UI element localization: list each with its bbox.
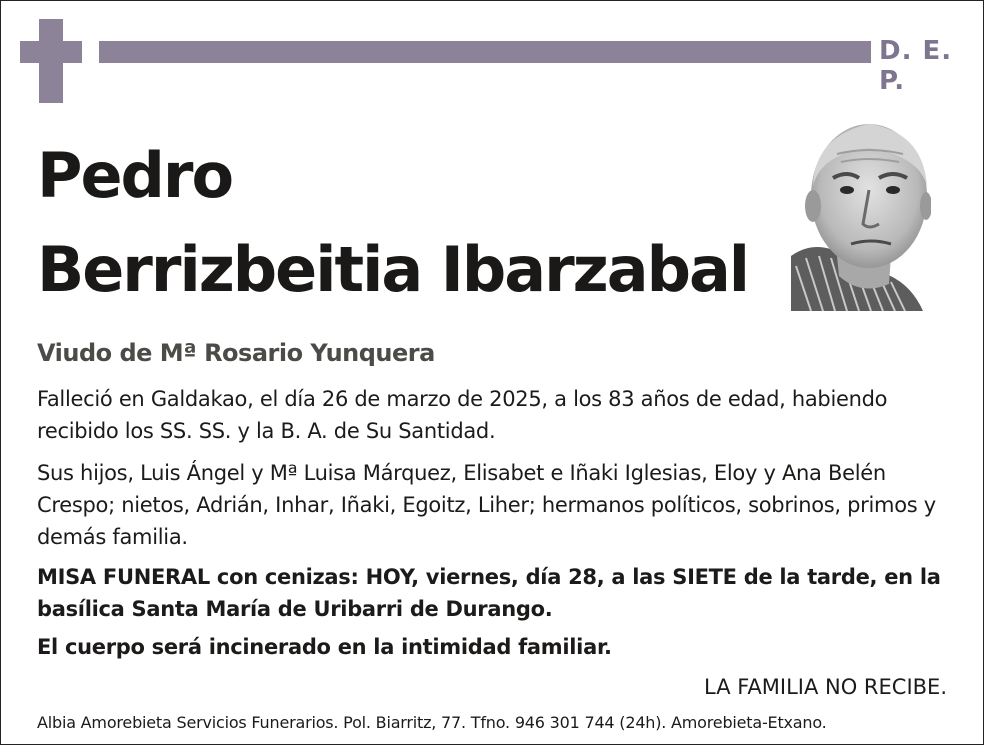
header-divider-bar (99, 41, 871, 63)
family-text: Sus hijos, Luis Ángel y Mª Luisa Márquez, Elisabet e Iñaki Iglesias, Eloy y Ana Belén Crespo; nietos, Adrián, Inhar, Iñaki, Egoitz, Liher; hermanos políticos, sobrinos, primos y demás familia. (37, 461, 936, 549)
portrait-photo (791, 106, 931, 311)
no-visits-text: LA FAMILIA NO RECIBE. (704, 675, 947, 699)
cremation-text: El cuerpo será incinerado en la intimidad familiar. (37, 635, 612, 659)
deceased-surnames: Berrizbeitia Ibarzabal (37, 233, 749, 306)
funeral-home-footer: Albia Amorebieta Servicios Funerarios. Pol. Biarritz, 77. Tfno. 946 301 744 (24h). Amorebieta-Etxano. (37, 713, 827, 732)
death-notice-text: Falleció en Galdakao, el día 26 de marzo de 2025, a los 83 años de edad, habiendo recibido los SS. SS. y la B. A. de Su Santidad. (37, 387, 888, 443)
deceased-name (37, 129, 797, 317)
funeral-mass-text: MISA FUNERAL con cenizas: HOY, viernes, día 28, a las SIETE de la tarde, en la basílica Santa María de Uribarri de Durango. (37, 565, 941, 621)
dep-label: D. E. P. (879, 36, 953, 96)
deceased-first-name: Pedro (37, 139, 233, 212)
widow-line: Viudo de Mª Rosario Yunquera (37, 339, 435, 367)
